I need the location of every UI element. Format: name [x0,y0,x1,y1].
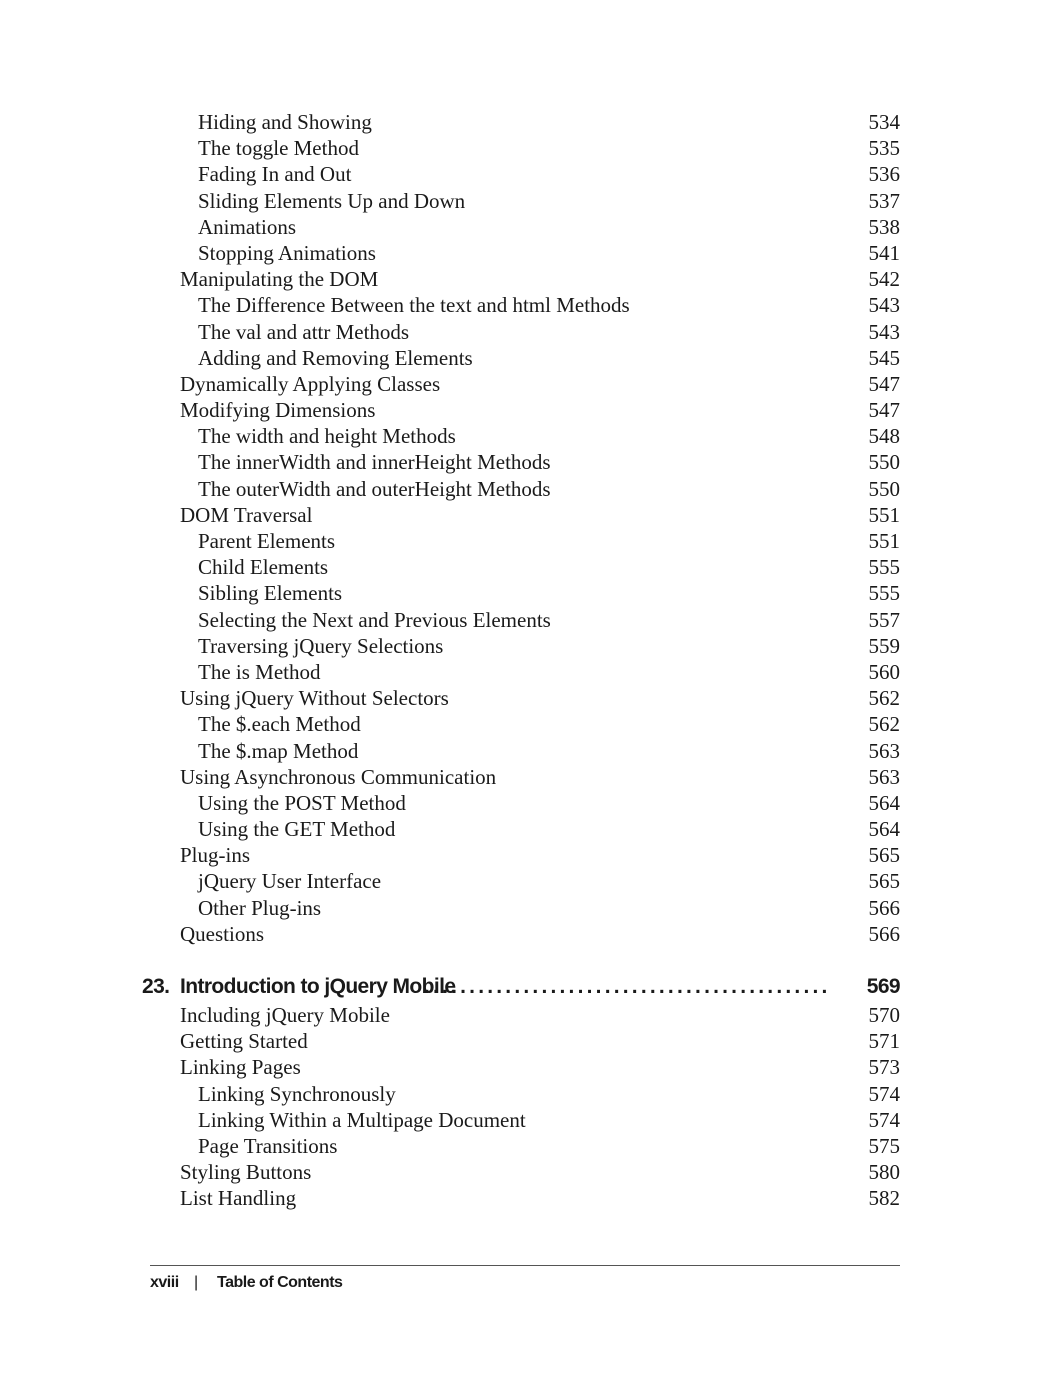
toc-entry-label: DOM Traversal [180,502,313,527]
toc-entry-label: Using Asynchronous Communication [180,764,497,789]
chapter-heading[interactable] [0,972,1050,1002]
toc-entry-page-number: 573 [868,1055,900,1080]
toc-entry-label: Styling Buttons [180,1160,312,1185]
footer-page-number: xviii [150,1274,179,1291]
toc-entry-page-number: 574 [868,1107,900,1132]
toc-entry-label: The outerWidth and outerHeight Methods [198,476,551,501]
toc-entry-page-number: 537 [868,188,900,213]
toc-section-entry[interactable] [0,502,1050,528]
chapter-page-number: 569 [866,975,900,998]
toc-entry-label: Modifying Dimensions [180,398,376,423]
toc-entry-label: The toggle Method [198,136,359,161]
footer-divider [150,1265,900,1266]
toc-entry-page-number: 545 [868,345,900,370]
toc-subsection-entry[interactable] [0,214,1050,240]
toc-entry-page-number: 551 [868,529,900,553]
toc-section-entry[interactable] [0,1054,1050,1080]
toc-entry-label: Traversing jQuery Selections [198,633,444,658]
toc-subsection-entry[interactable] [0,1081,1050,1107]
toc-entry-page-number: 548 [868,424,900,449]
toc-entry-label: Manipulating the DOM [180,267,379,292]
chapter-title: Introduction to jQuery Mobile [180,975,456,998]
page-footer [150,1272,343,1294]
toc-entry-label: Linking Within a Multipage Document [198,1107,526,1132]
toc-entry-label: Animations [198,214,296,239]
toc-entry-page-number: 582 [868,1186,900,1211]
toc-subsection-entry[interactable] [0,423,1050,449]
toc-subsection-entry[interactable] [0,711,1050,737]
toc-entry-label: The $.each Method [198,712,361,737]
toc-section-entry[interactable] [0,685,1050,711]
toc-subsection-entry[interactable] [0,528,1050,554]
toc-entry-page-number: 566 [868,895,900,920]
toc-section-entry[interactable] [0,921,1050,947]
toc-entry-page-number: 542 [868,267,900,292]
toc-entry-label: jQuery User Interface [198,869,382,894]
toc-entry-label: The Difference Between the text and html Methods [198,293,630,318]
toc-entry-label: Other Plug-ins [198,895,322,920]
toc-subsection-entry[interactable] [0,607,1050,633]
toc-entry-label: Child Elements [198,555,329,580]
toc-subsection-entry[interactable] [0,449,1050,475]
toc-entry-page-number: 551 [868,502,900,527]
toc-subsection-entry[interactable] [0,292,1050,318]
toc-entry-label: Questions [180,921,264,946]
toc-entry-page-number: 575 [868,1133,900,1158]
toc-section-entry[interactable] [0,371,1050,397]
toc-entry-label: Page Transitions [198,1133,338,1158]
toc-entry-label: Sliding Elements Up and Down [198,188,466,213]
toc-subsection-entry[interactable] [0,868,1050,894]
toc-entries-after [0,1002,1050,1212]
toc-subsection-entry[interactable] [0,161,1050,187]
toc-entry-page-number: 543 [868,293,900,318]
toc-subsection-entry[interactable] [0,633,1050,659]
toc-entry-label: Dynamically Applying Classes [180,371,441,396]
toc-entry-label: Fading In and Out [198,162,352,187]
toc-entry-label: The is Method [198,659,321,684]
toc-entry-page-number: 534 [868,110,900,134]
toc-entry-label: The val and attr Methods [198,319,410,344]
toc-entry-page-number: 562 [868,686,900,711]
toc-entry-page-number: 565 [868,843,900,868]
toc-entry-label: Getting Started [180,1029,308,1054]
toc-subsection-entry[interactable] [0,240,1050,266]
toc-subsection-entry[interactable] [0,1107,1050,1133]
toc-entry-page-number: 547 [868,371,900,396]
toc-section-entry[interactable] [0,1002,1050,1028]
toc-section-entry[interactable] [0,1028,1050,1054]
toc-entry-label: Using jQuery Without Selectors [180,686,449,711]
toc-entry-page-number: 570 [868,1003,900,1027]
toc-entry-label: Stopping Animations [198,240,376,265]
toc-entry-label: Plug-ins [180,843,251,868]
toc-entry-page-number: 562 [868,712,900,737]
table-of-contents [0,109,1050,1212]
toc-subsection-entry[interactable] [0,659,1050,685]
toc-entry-label: List Handling [180,1186,297,1211]
toc-subsection-entry[interactable] [0,554,1050,580]
toc-entry-label: The innerWidth and innerHeight Methods [198,450,551,475]
toc-entry-page-number: 565 [868,869,900,894]
toc-entry-label: Linking Pages [180,1055,301,1080]
toc-entry-label: The width and height Methods [198,424,456,449]
dot-leader: ............................................. [424,975,831,998]
toc-subsection-entry[interactable] [0,109,1050,135]
toc-subsection-entry[interactable] [0,1133,1050,1159]
toc-entry-label: The $.map Method [198,738,359,763]
toc-entry-page-number: 563 [868,738,900,763]
chapter-number: 23. [142,975,170,998]
toc-entry-page-number: 555 [868,581,900,606]
toc-subsection-entry[interactable] [0,345,1050,371]
toc-entry-page-number: 535 [868,136,900,161]
footer-separator: | [194,1274,198,1291]
toc-section-entry[interactable] [0,397,1050,423]
toc-entry-label: Linking Synchronously [198,1081,396,1106]
toc-entry-label: Sibling Elements [198,581,343,606]
toc-subsection-entry[interactable] [0,790,1050,816]
toc-subsection-entry[interactable] [0,816,1050,842]
toc-entry-page-number: 564 [868,790,900,815]
toc-subsection-entry[interactable] [0,319,1050,345]
toc-entry-page-number: 566 [868,921,900,946]
toc-entry-page-number: 538 [868,214,900,239]
toc-entry-page-number: 574 [868,1081,900,1106]
toc-section-entry[interactable] [0,1159,1050,1185]
toc-section-entry[interactable] [0,266,1050,292]
toc-entry-page-number: 559 [868,633,900,658]
toc-entry-page-number: 571 [868,1029,900,1054]
toc-entry-page-number: 555 [868,555,900,580]
toc-subsection-entry[interactable] [0,580,1050,606]
toc-section-entry[interactable] [0,764,1050,790]
toc-entry-page-number: 557 [868,607,900,632]
toc-entry-page-number: 543 [868,319,900,344]
toc-entry-label: Parent Elements [198,529,336,553]
toc-entry-page-number: 564 [868,817,900,842]
toc-entry-page-number: 550 [868,476,900,501]
toc-section-entry[interactable] [0,1185,1050,1211]
toc-section-entry[interactable] [0,842,1050,868]
toc-entries-before [0,109,1050,947]
toc-subsection-entry[interactable] [0,188,1050,214]
toc-subsection-entry[interactable] [0,476,1050,502]
toc-entry-page-number: 547 [868,398,900,423]
toc-entry-label: Selecting the Next and Previous Elements [198,607,551,632]
toc-subsection-entry[interactable] [0,738,1050,764]
toc-entry-page-number: 560 [868,659,900,684]
toc-entry-label: Adding and Removing Elements [198,345,473,370]
toc-entry-page-number: 536 [868,162,900,187]
toc-entry-page-number: 580 [868,1160,900,1185]
toc-entry-page-number: 550 [868,450,900,475]
toc-entry-label: Using the GET Method [198,817,396,842]
toc-entry-label: Including jQuery Mobile [180,1003,390,1027]
toc-entry-label: Hiding and Showing [198,110,372,134]
toc-subsection-entry[interactable] [0,135,1050,161]
toc-subsection-entry[interactable] [0,895,1050,921]
toc-entry-page-number: 541 [868,240,900,265]
toc-entry-label: Using the POST Method [198,790,406,815]
toc-entry-page-number: 563 [868,764,900,789]
footer-title: Table of Contents [217,1274,343,1291]
